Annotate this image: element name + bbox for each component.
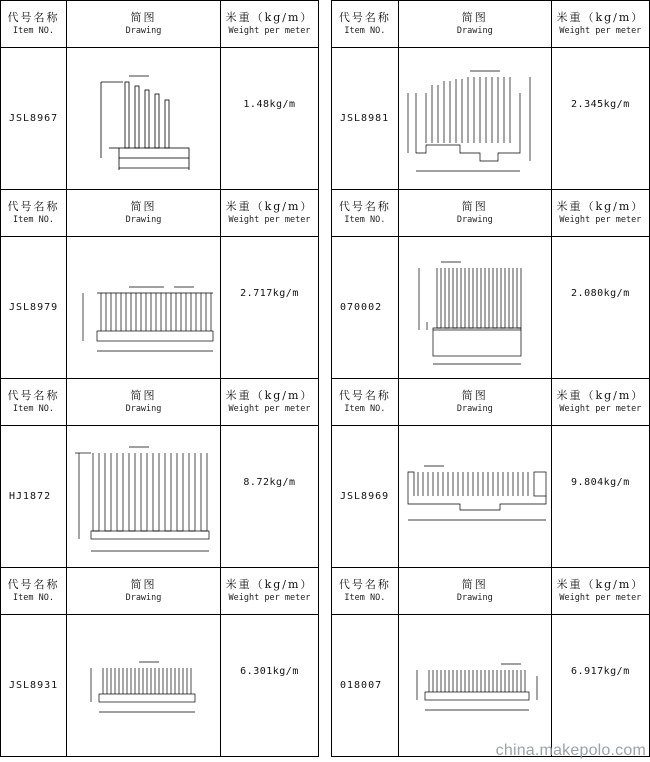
item-number: JSL8931 — [1, 615, 67, 757]
drawing-header: 简图 Drawing — [67, 190, 221, 237]
profile-drawing — [398, 48, 551, 190]
item-no-header: 代号名称 Item NO. — [332, 1, 399, 48]
profile-drawing — [67, 237, 221, 379]
item-no-header: 代号名称 Item NO. — [1, 568, 67, 615]
drawing-header: 简图 Drawing — [67, 1, 221, 48]
weight-value: 2.080kg/m — [551, 237, 649, 379]
product-row — [1, 237, 319, 379]
profile-drawing — [67, 48, 221, 190]
profile-drawing — [398, 237, 551, 379]
item-no-header: 代号名称 Item NO. — [1, 190, 67, 237]
item-no-header: 代号名称 Item NO. — [332, 190, 399, 237]
profile-drawing — [398, 426, 551, 568]
weight-value: 2.717kg/m — [221, 237, 319, 379]
drawing-header: 简图 Drawing — [398, 379, 551, 426]
product-row — [1, 615, 319, 757]
profile-drawing — [67, 426, 221, 568]
weight-value: 2.345kg/m — [551, 48, 649, 190]
drawing-header: 简图 Drawing — [67, 379, 221, 426]
watermark: china.makepolo.com — [495, 742, 646, 759]
drawing-header: 简图 Drawing — [398, 568, 551, 615]
header-row — [332, 379, 650, 426]
item-number: HJ1872 — [1, 426, 67, 568]
item-number: JSL8967 — [1, 48, 67, 190]
weight-header: 米重（kg/m） Weight per meter — [221, 1, 319, 48]
product-row — [332, 426, 650, 568]
weight-header: 米重（kg/m） Weight per meter — [221, 379, 319, 426]
header-row — [1, 1, 319, 48]
item-no-header: 代号名称 Item NO. — [332, 568, 399, 615]
weight-header: 米重（kg/m） Weight per meter — [221, 190, 319, 237]
weight-header: 米重（kg/m） Weight per meter — [221, 568, 319, 615]
weight-header: 米重（kg/m） Weight per meter — [551, 1, 649, 48]
product-row — [1, 48, 319, 190]
weight-value: 6.301kg/m — [221, 615, 319, 757]
weight-value: 8.72kg/m — [221, 426, 319, 568]
header-row — [332, 568, 650, 615]
item-number: JSL8979 — [1, 237, 67, 379]
profile-drawing — [398, 615, 551, 757]
item-no-header: 代号名称 Item NO. — [332, 379, 399, 426]
item-number: 018007 — [332, 615, 399, 757]
product-row — [332, 615, 650, 757]
drawing-header: 简图 Drawing — [398, 1, 551, 48]
product-row — [332, 48, 650, 190]
profile-drawing — [67, 615, 221, 757]
product-row — [1, 426, 319, 568]
header-row — [1, 379, 319, 426]
header-row — [332, 190, 650, 237]
item-number: JSL8969 — [332, 426, 399, 568]
header-row — [1, 568, 319, 615]
header-row — [332, 1, 650, 48]
weight-header: 米重（kg/m） Weight per meter — [551, 379, 649, 426]
catalog-table-right — [331, 0, 650, 757]
weight-header: 米重（kg/m） Weight per meter — [551, 568, 649, 615]
header-row — [1, 190, 319, 237]
weight-header: 米重（kg/m） Weight per meter — [551, 190, 649, 237]
item-number: JSL8981 — [332, 48, 399, 190]
weight-value: 1.48kg/m — [221, 48, 319, 190]
weight-value: 6.917kg/m — [551, 615, 649, 757]
item-no-header: 代号名称 Item NO. — [1, 1, 67, 48]
item-number: 070002 — [332, 237, 399, 379]
item-no-header: 代号名称 Item NO. — [1, 379, 67, 426]
drawing-header: 简图 Drawing — [398, 190, 551, 237]
weight-value: 9.804kg/m — [551, 426, 649, 568]
drawing-header: 简图 Drawing — [67, 568, 221, 615]
catalog-table-left — [0, 0, 319, 757]
product-row — [332, 237, 650, 379]
